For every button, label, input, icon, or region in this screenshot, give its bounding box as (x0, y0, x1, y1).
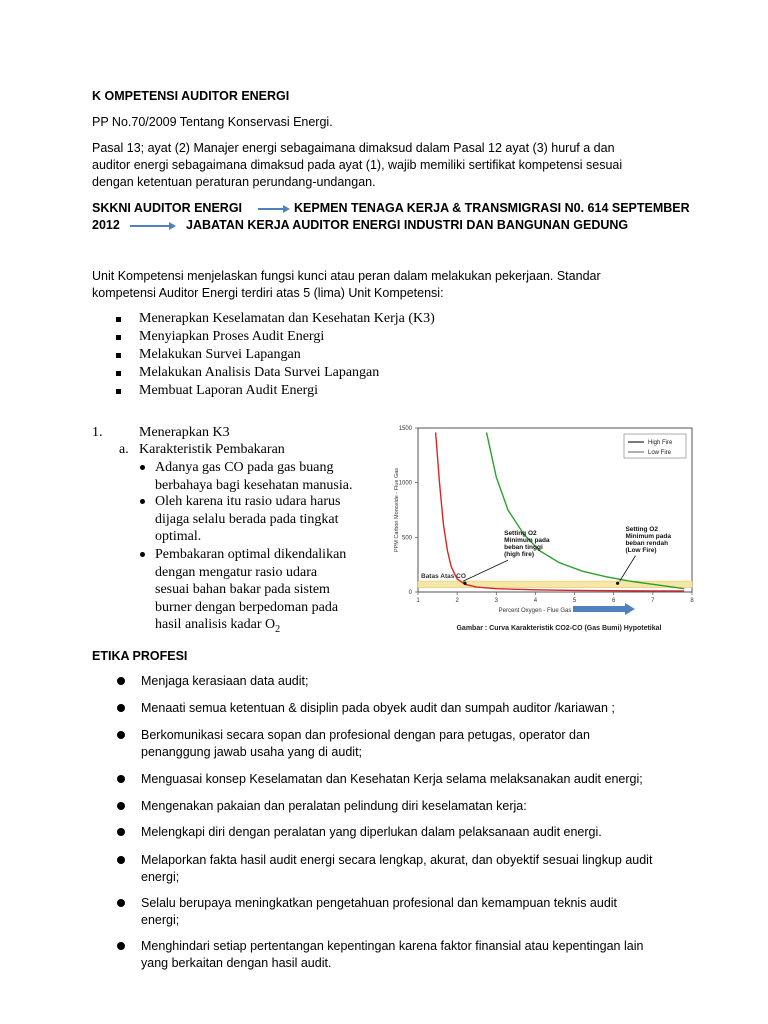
etika-item (141, 798, 527, 815)
annotation-low-fire-text: Minimum pada (625, 532, 671, 540)
y-tick-label: 500 (401, 535, 412, 542)
y-tick-label: 0 (408, 590, 412, 596)
bullet-icon (116, 317, 121, 322)
skkni-year: 2012 (92, 218, 120, 232)
etika-line: yang berkaitan dengan hasil audit. (141, 956, 332, 970)
k3-point-line: Adanya gas CO pada gas buang (155, 460, 334, 475)
etika-item (141, 938, 643, 972)
chart-caption: Gambar : Curva Karakteristik CO2-CO (Gas Bumi) Hypotetikal (456, 625, 662, 632)
bullet-icon (117, 677, 125, 685)
bullet-icon (117, 899, 125, 907)
x-tick-label: 1 (416, 598, 420, 604)
etika-line: Menaati semua ketentuan & disiplin pada obyek audit dan sumpah auditor /kariawan ; (141, 701, 615, 715)
annotation-high-fire-point (463, 582, 466, 585)
k3-point-line: optimal. (155, 529, 202, 545)
kepmen-label: KEPMEN TENAGA KERJA & TRANSMIGRASI N0. 614 SEPTEMBER (294, 201, 690, 215)
k3-point-line: Pembakaran optimal dikendalikan (155, 547, 347, 562)
k3-point-line: burner dengan berpedoman pada (155, 599, 339, 615)
unit-intro (92, 268, 601, 302)
annotation-high-fire-text: Setting O2 (504, 530, 537, 538)
etika-line: Melengkapi diri dengan peralatan yang diperlukan dalam pelaksanaan audit energi. (141, 825, 602, 839)
section-title: Menerapkan K3 (139, 425, 230, 440)
bullet-icon (140, 499, 145, 504)
bullet-icon (117, 942, 125, 950)
legend-label: High Fire (648, 440, 673, 446)
pasal-paragraph (92, 140, 622, 191)
etika-item (141, 895, 617, 929)
etika-item (141, 700, 615, 717)
k3-point (155, 546, 395, 639)
annotation-high-fire-text: beban tinggi (504, 544, 543, 552)
k3-point-line: Oleh karena itu rasio udara harus (155, 494, 341, 509)
pasal-line: Pasal 13; ayat (2) Manajer energi sebagaimana dimaksud dalam Pasal 12 ayat (3) huruf a dan (92, 141, 615, 155)
list-item: Menyiapkan Proses Audit Energi (139, 329, 325, 344)
band-label: Batas Atas CO (421, 573, 466, 581)
bullet-icon (116, 335, 121, 340)
annotation-high-fire-text: Minimum pada (504, 537, 550, 545)
etika-line: energi; (141, 913, 180, 927)
x-tick-label: 5 (572, 598, 577, 604)
o2-subscript: 2 (275, 624, 281, 636)
bullet-icon (117, 802, 125, 810)
y-axis-label: PPM Carbon Monoxide - Flue Gas (394, 467, 400, 553)
annotation-low-fire-point (616, 582, 619, 585)
x-axis-arrow-head (625, 603, 635, 615)
arrow-right-icon (130, 225, 170, 227)
pasal-line: auditor energi sebagaimana dimaksud pada ayat (1), wajib memiliki sertifikat kompetensi sesuai (92, 158, 623, 172)
unit-intro-line: Unit Kompetensi menjelaskan fungsi kunci atau peran dalam melakukan pekerjaan. Standar (92, 269, 601, 283)
bullet-icon (116, 371, 121, 376)
x-axis-arrow (573, 606, 625, 612)
list-item: Membuat Laporan Audit Energi (139, 383, 318, 398)
etika-line: Berkomunikasi secara sopan dan profesional dengan para petugas, operator dan (141, 728, 590, 742)
etika-line: Mengenakan pakaian dan peralatan pelindung diri keselamatan kerja: (141, 799, 527, 813)
x-axis-label: Percent Oxygen - Flue Gas (498, 608, 572, 614)
etika-line: Menguasai konsep Keselamatan dan Kesehatan Kerja selama melaksanakan audit energi; (141, 772, 643, 786)
bullet-icon (117, 828, 125, 836)
bullet-icon (117, 704, 125, 712)
etika-line: Melaporkan fakta hasil audit energi secara lengkap, akurat, dan obyektif sesuai lingkup audit (141, 853, 653, 867)
legend-label: Low Fire (648, 450, 672, 456)
etika-line: energi; (141, 870, 180, 884)
jabatan-label: JABATAN KERJA AUDITOR ENERGI INDUSTRI DAN BANGUNAN GEDUNG (186, 218, 629, 232)
y-tick-label: 1000 (398, 480, 412, 487)
etika-line: penanggung jawab usaha yang di audit; (141, 745, 363, 759)
etika-line: Menjaga kerasiaan data audit; (141, 674, 309, 688)
bullet-icon (117, 856, 125, 864)
x-tick-label: 6 (612, 598, 616, 604)
list-item: Melakukan Survei Lapangan (139, 347, 301, 362)
document-title: K OMPETENSI AUDITOR ENERGI (92, 89, 290, 103)
combustion-chart (380, 420, 710, 640)
annotation-low-fire-text: Setting O2 (625, 525, 658, 533)
k3-point-line: dijaga selalu berada pada tingkat (155, 511, 339, 527)
etika-item (141, 727, 590, 761)
o2-text: hasil analisis kadar O (155, 617, 276, 633)
subsection-title: Karakteristik Pembakaran (139, 442, 285, 457)
k3-point-line: sesuai bahan bakar pada sistem (155, 582, 330, 598)
x-tick-label: 2 (455, 598, 459, 604)
arrow-right-icon (258, 208, 284, 210)
annotation-high-fire-text: (high fire) (504, 551, 535, 559)
pasal-line: dengan ketentuan peraturan perundang-undangan. (92, 175, 376, 189)
etika-item (141, 852, 652, 886)
x-tick-label: 4 (533, 598, 538, 604)
bullet-icon (117, 731, 125, 739)
unit-intro-line: kompetensi Auditor Energi terdiri atas 5 (lima) Unit Kompetensi: (92, 286, 444, 300)
etika-item (141, 673, 308, 690)
bullet-icon (116, 389, 121, 394)
regulation-line: PP No.70/2009 Tentang Konservasi Energi. (92, 115, 333, 129)
etika-item (141, 824, 602, 841)
annotation-low-fire-text: (Low Fire) (625, 546, 657, 554)
k3-point-line (155, 616, 395, 638)
bullet-icon (116, 353, 121, 358)
skkni-label: SKKNI AUDITOR ENERGI (92, 201, 243, 215)
etika-title: ETIKA PROFESI (92, 649, 188, 663)
x-tick-label: 3 (494, 598, 498, 604)
y-tick-label: 1500 (398, 426, 412, 432)
k3-point (155, 493, 395, 546)
bullet-icon (140, 552, 145, 557)
annotation-low-fire-text: beban rendah (625, 539, 669, 547)
x-tick-label: 8 (690, 598, 694, 604)
k3-point (155, 459, 395, 494)
subsection-letter: a. (119, 442, 129, 457)
bullet-icon (140, 465, 145, 470)
section-number: 1. (92, 425, 103, 440)
x-tick-label: 7 (651, 598, 655, 604)
etika-line: Menghindari setiap pertentangan kepentingan karena faktor finansial atau kepentingan lain (141, 939, 644, 953)
etika-item (141, 771, 643, 788)
k3-point-line: dengan mengatur rasio udara (155, 564, 318, 580)
list-item: Menerapkan Keselamatan dan Kesehatan Kerja (K3) (139, 311, 435, 326)
bullet-icon (117, 775, 125, 783)
etika-line: Selalu berupaya meningkatkan pengetahuan profesional dan kemampuan teknis audit (141, 896, 618, 910)
list-item: Melakukan Analisis Data Survei Lapangan (139, 365, 380, 380)
k3-point-line: berbahaya bagi kesehatan manusia. (155, 477, 353, 493)
